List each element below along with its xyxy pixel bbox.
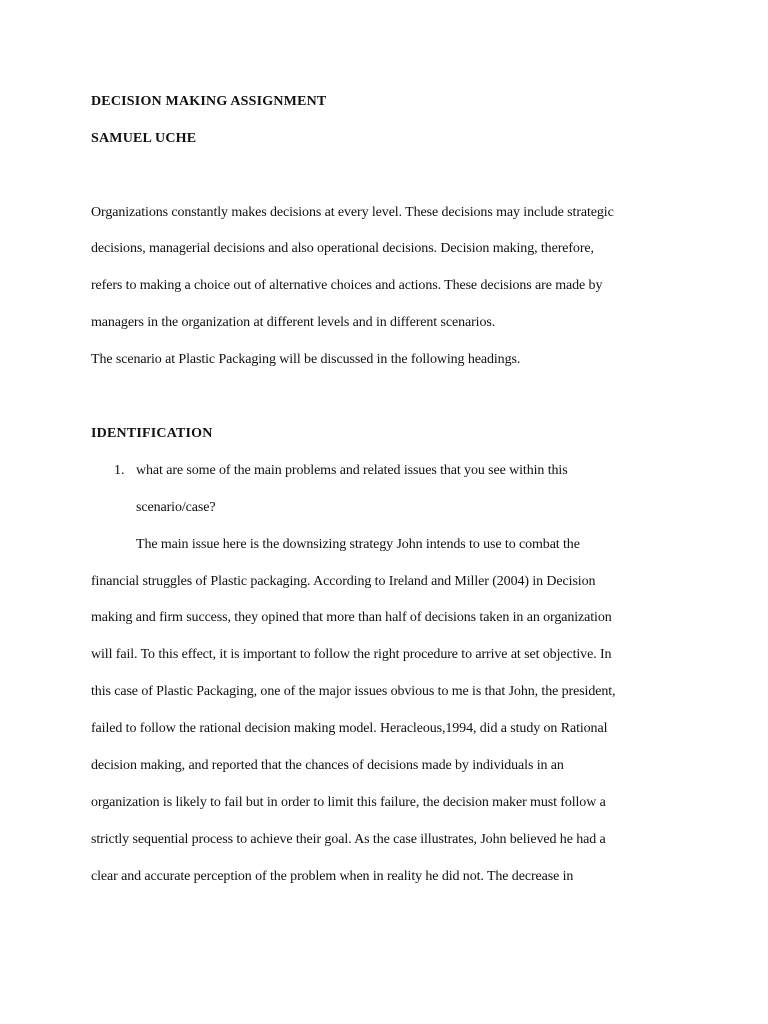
- answer-line: failed to follow the rational decision making model. Heracleous,1994, did a study on Rational: [91, 721, 608, 736]
- intro-line: refers to making a choice out of alternative choices and actions. These decisions are made by: [91, 278, 603, 293]
- answer-line: will fail. To this effect, it is important to follow the right procedure to arrive at set objective. In: [91, 647, 612, 662]
- answer-line: The main issue here is the downsizing strategy John intends to use to combat the: [136, 537, 580, 552]
- intro-line: managers in the organization at different levels and in different scenarios.: [91, 315, 496, 330]
- intro-line: decisions, managerial decisions and also operational decisions. Decision making, therefore,: [91, 241, 594, 256]
- intro-line: The scenario at Plastic Packaging will be discussed in the following headings.: [91, 352, 521, 367]
- answer-line: clear and accurate perception of the problem when in reality he did not. The decrease in: [91, 869, 574, 884]
- answer-line: making and firm success, they opined that more than half of decisions taken in an organization: [91, 610, 612, 625]
- answer-line: organization is likely to fail but in order to limit this failure, the decision maker must follow a: [91, 795, 606, 810]
- intro-line: Organizations constantly makes decisions at every level. These decisions may include strategic: [91, 205, 614, 220]
- answer-line: this case of Plastic Packaging, one of the major issues obvious to me is that John, the president,: [91, 684, 616, 699]
- question-line: what are some of the main problems and related issues that you see within this: [136, 463, 568, 478]
- answer-line: financial struggles of Plastic packaging. According to Ireland and Miller (2004) in Decision: [91, 574, 596, 589]
- answer-line: strictly sequential process to achieve their goal. As the case illustrates, John believed he had a: [91, 832, 606, 847]
- document-title: DECISION MAKING ASSIGNMENT: [91, 94, 327, 109]
- section-heading: IDENTIFICATION: [91, 426, 213, 441]
- question-number: 1.: [114, 463, 125, 478]
- question-line: scenario/case?: [136, 500, 216, 515]
- answer-line: decision making, and reported that the chances of decisions made by individuals in an: [91, 758, 564, 773]
- document-author: SAMUEL UCHE: [91, 131, 197, 146]
